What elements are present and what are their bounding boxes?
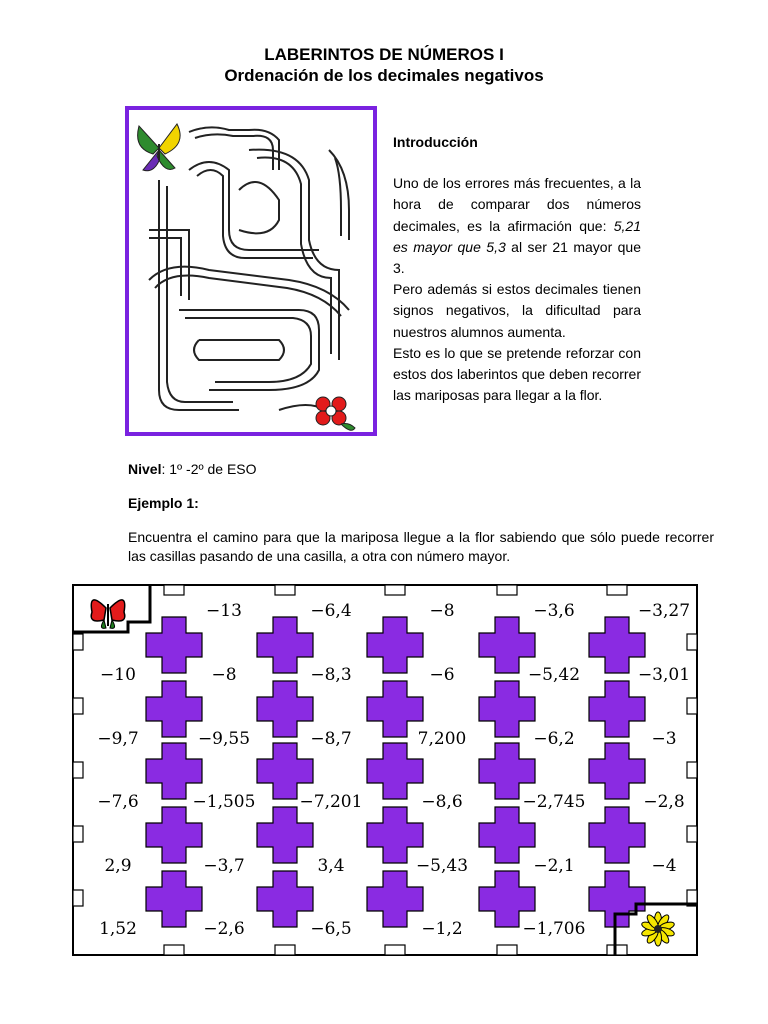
maze-cell-value: −6,5: [310, 919, 352, 939]
maze-cell-value: −2,8: [643, 792, 685, 812]
edge-notch: [607, 585, 627, 595]
maze-cell-value: −8: [211, 665, 237, 685]
maze-cell-value: −8: [429, 601, 455, 621]
edge-notch: [73, 826, 83, 842]
maze-cell-value: 1,52: [99, 919, 137, 939]
introduction-section: [393, 132, 641, 406]
maze-cell-value: −5,43: [415, 856, 469, 876]
edge-notch: [164, 945, 184, 955]
maze-cell-value: −1,2: [421, 919, 463, 939]
maze-cell-value: −9,55: [197, 729, 251, 749]
introduction-heading: Introducción: [393, 134, 478, 150]
level-value: : 1º -2º de ESO: [161, 461, 257, 477]
maze-cell-value: −3,27: [637, 601, 691, 621]
maze-cell-value: −3,01: [637, 665, 691, 685]
maze-cell-value: −13: [206, 601, 242, 621]
maze-cell-value: −2,1: [533, 856, 575, 876]
flower-icon: [316, 397, 355, 430]
edge-notch: [275, 585, 295, 595]
maze-cell-value: −6,4: [310, 601, 352, 621]
intro-paragraph-2: Pero además si estos decimales tienen signos negativos, la dificultad para nuestros alumnos aumenta.: [393, 281, 641, 340]
edge-notch: [73, 698, 83, 714]
edge-notch: [385, 945, 405, 955]
example-description: Encuentra el camino para que la mariposa llegue a la flor sabiendo que sólo puede recorrer las casillas pasando de una casilla, a otra con número mayor.: [128, 529, 714, 564]
intro-paragraph-1: Uno de los errores más frecuentes, a la hora de comparar dos números decimales, es la afirmación que:: [393, 175, 641, 234]
edge-notch: [275, 945, 295, 955]
maze-cell-value: −6: [429, 665, 455, 685]
edge-notch: [687, 826, 697, 842]
maze-cell-value: 2,9: [104, 856, 132, 876]
maze-cell-value: −3: [651, 729, 677, 749]
level-label: Nivel: [128, 461, 162, 477]
maze-cell-value: −5,42: [527, 665, 581, 685]
maze-cell-value: −7,201: [299, 792, 363, 812]
maze-cell-value: −1,505: [192, 792, 256, 812]
maze-cell-value: −3,7: [203, 856, 245, 876]
maze-illustration: [125, 106, 377, 436]
edge-notch: [497, 945, 517, 955]
maze-cell-value: −8,3: [310, 665, 352, 685]
example-heading: Ejemplo 1:: [128, 495, 199, 511]
level-line: [128, 461, 257, 477]
maze-cell-value: −1,706: [522, 919, 586, 939]
maze-cell-value: −3,6: [533, 601, 575, 621]
edge-notch: [687, 762, 697, 778]
maze-cell-value: −9,7: [97, 729, 139, 749]
maze-cell-value: −8,7: [310, 729, 352, 749]
edge-notch: [73, 634, 83, 650]
page-subtitle: Ordenación de los decimales negativos: [224, 66, 544, 85]
maze-cell-value: −8,6: [421, 792, 463, 812]
maze-cell-value: −2,745: [522, 792, 586, 812]
maze-cell-value: −2,6: [203, 919, 245, 939]
intro-paragraph-1-end: al ser 21 mayor que 3.: [393, 238, 642, 277]
intro-paragraph-3: Esto es lo que se pretende reforzar con estos dos laberintos que deben recorrer las mariposas para llegar a la flor.: [393, 344, 641, 404]
edge-notch: [385, 585, 405, 595]
page-title: LABERINTOS DE NÚMEROS I: [264, 45, 504, 64]
maze-cell-value: −10: [100, 665, 136, 685]
edge-notch: [687, 634, 697, 650]
butterfly-icon: [138, 124, 181, 171]
maze-cell-value: −4: [651, 856, 677, 876]
edge-notch: [164, 585, 184, 595]
maze-cell-value: 3,4: [317, 856, 345, 876]
edge-notch: [687, 698, 697, 714]
edge-notch: [497, 585, 517, 595]
maze-cell-value: 7,200: [417, 729, 467, 749]
number-maze-board: [70, 582, 700, 958]
intro-example: 5,21 es mayor que 5,3: [393, 217, 641, 255]
edge-notch: [607, 945, 627, 955]
maze-cell-value: −7,6: [97, 792, 139, 812]
edge-notch: [73, 762, 83, 778]
edge-notch: [73, 890, 83, 906]
maze-cell-value: −6,2: [533, 729, 575, 749]
